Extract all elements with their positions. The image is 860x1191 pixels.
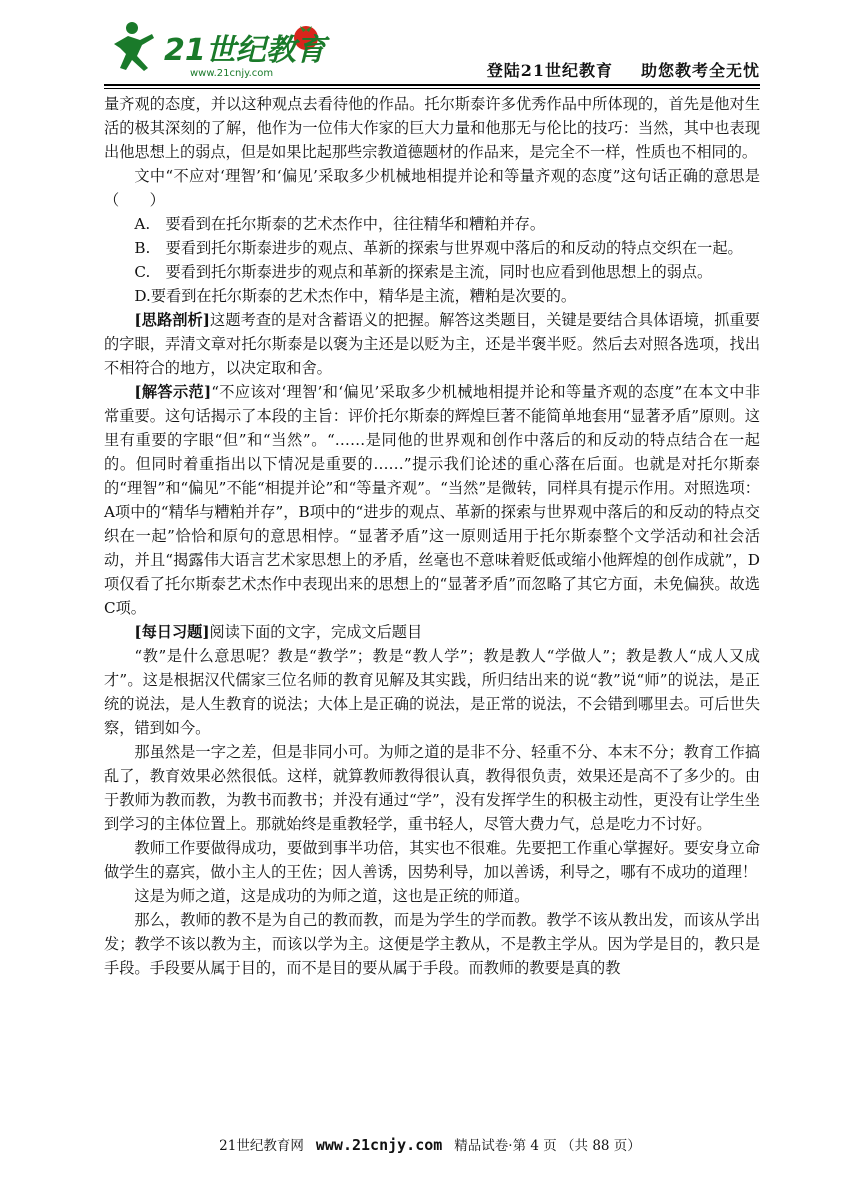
logo-text: 21世纪教育 [164, 33, 326, 68]
runner-icon [114, 22, 154, 71]
logo-url: www.21cnjy.com [190, 68, 274, 79]
answer-tag: [解答示范] [134, 383, 212, 401]
document-body [104, 92, 760, 980]
slogan-right: 助您教考全无忧 [640, 61, 760, 80]
footer-page-info: 精品试卷·第 4 页 （共 88 页） [454, 1138, 641, 1154]
body-paragraph: 教师工作要做得成功，要做到事半功倍，其实也不很难。先要把工作重心掌握好。要安身立命做学生的嘉宾，做小主人的王佐；因人善诱，因势利导，加以善诱，利导之，哪有不成功的道理！ [104, 839, 760, 881]
footer-site[interactable]: www.21cnjy.com [315, 1136, 443, 1154]
logo-21cnjy [104, 14, 344, 84]
question-stem: 文中“不应对‘理智’和‘偏见’采取多少机械地相提并论和等量齐观的态度”这句话正确的意思是（ ） [104, 167, 760, 209]
analysis-text: 这题考查的是对含蓄语义的把握。解答这类题目，关键是要结合具体语境，抓重要的字眼，弄清文章对托尔斯泰是以褒为主还是以贬为主，还是半褒半贬。然后去对照各选项，找出不相符合的地方，以决定取和舍。 [104, 311, 760, 377]
header-slogan [487, 58, 760, 81]
slogan-left: 登陆21世纪教育 [486, 61, 613, 80]
header-rule [104, 84, 760, 86]
body-paragraph: 那么，教师的教不是为自己的教而教，而是为学生的学而教。教学不该从教出发，而该从学出发；教学不该以教为主，而该以学为主。这便是学主教从，不是教主学从。因为学是目的，教只是手段。手段要从属于目的，而不是目的要从属于手段。而教师的教要是真的教 [104, 911, 760, 977]
page-header [104, 14, 760, 86]
answer-paragraph [104, 380, 760, 620]
paragraph: 量齐观的态度，并以这种观点去看待他的作品。托尔斯泰许多优秀作品中所体现的，首先是他对生活的极其深刻的了解，他作为一位伟大作家的巨大力量和他那无与伦比的技巧：当然，其中也表现出他思想上的弱点，但是如果比起那些宗教道德题材的作品来，是完全不一样，性质也不相同的。 [104, 95, 760, 161]
exercise-text: 阅读下面的文字，完成文后题目 [209, 623, 423, 641]
analysis-tag: [思路剖析] [134, 311, 210, 329]
option-a: A. 要看到在托尔斯泰的艺术杰作中，往往精华和糟粕并存。 [134, 215, 546, 233]
body-paragraph: “教”是什么意思呢？教是“教学”；教是“教人学”；教是教人“学做人”；教是教人“成人又成才”。这是根据汉代儒家三位名师的教育见解及其实践，所归结出来的说“教”说“师”的说法，是正统的说法，是人生教育的说法；大体上是正确的说法，是正常的说法，不会错到哪里去。可后世失察，错到如今。 [104, 647, 760, 737]
page-footer [0, 1134, 860, 1154]
option-b: B. 要看到托尔斯泰进步的观点、革新的探索与世界观中落后的和反动的特点交织在一起。 [134, 239, 743, 257]
option-c: C. 要看到托尔斯泰进步的观点和革新的探索是主流，同时也应看到他思想上的弱点。 [134, 263, 713, 281]
exercise-tag: [每日习题] [134, 623, 210, 641]
footer-left: 21世纪教育网 [219, 1138, 304, 1154]
body-paragraph: 那虽然是一字之差，但是非同小可。为师之道的是非不分、轻重不分、本末不分；教育工作搞乱了，教育效果必然很低。这样，就算教师教得很认真，教得很负责，效果还是高不了多少的。由于教师为教而教，为教书而教书；并没有通过“学”，没有发挥学生的积极主动性，更没有让学生坐到学习的主体位置上。那就始终是重教轻学，重书轻人，尽管大费力气，总是吃力不讨好。 [104, 743, 760, 833]
exercise-paragraph [104, 620, 760, 644]
answer-text: “不应该对‘理智’和‘偏见’采取多少机械地相提并论和等量齐观的态度”在本文中非常重要。这句话揭示了本段的主旨：评价托尔斯泰的辉煌巨著不能简单地套用“显著矛盾”原则。这里有重要的字眼“但”和“当然”。“……是同他的世界观和创作中落后的和反动的特点结合在一起的。但同时着重指出以下情况是重要的……”提示我们论述的重心落在后面。也就是对托尔斯泰的“理智”和“偏见”不能“相提并论”和“等量齐观”。“当然”是微转，同样具有提示作用。对照选项：A项中的“精华与糟粕并存”，B项中的“进步的观点、革新的探索与世界观中落后的和反动的特点交织在一起”恰恰和原句的意思相悖。“显著矛盾”这一原则适用于托尔斯泰整个文学活动和社会活动，并且“揭露伟大语言艺术家思想上的矛盾，丝毫也不意味着贬低或缩小他辉煌的创作成就”，D项仅看了托尔斯泰艺术杰作中表现出来的思想上的“显著矛盾”而忽略了其它方面，未免偏狭。故选C项。 [104, 383, 761, 617]
option-d: D.要看到在托尔斯泰的艺术杰作中，精华是主流，糟粕是次要的。 [134, 287, 577, 305]
header-rule-thin [104, 88, 760, 89]
analysis-paragraph [104, 308, 760, 380]
body-paragraph: 这是为师之道，这是成功的为师之道，这也是正统的师道。 [134, 887, 530, 905]
